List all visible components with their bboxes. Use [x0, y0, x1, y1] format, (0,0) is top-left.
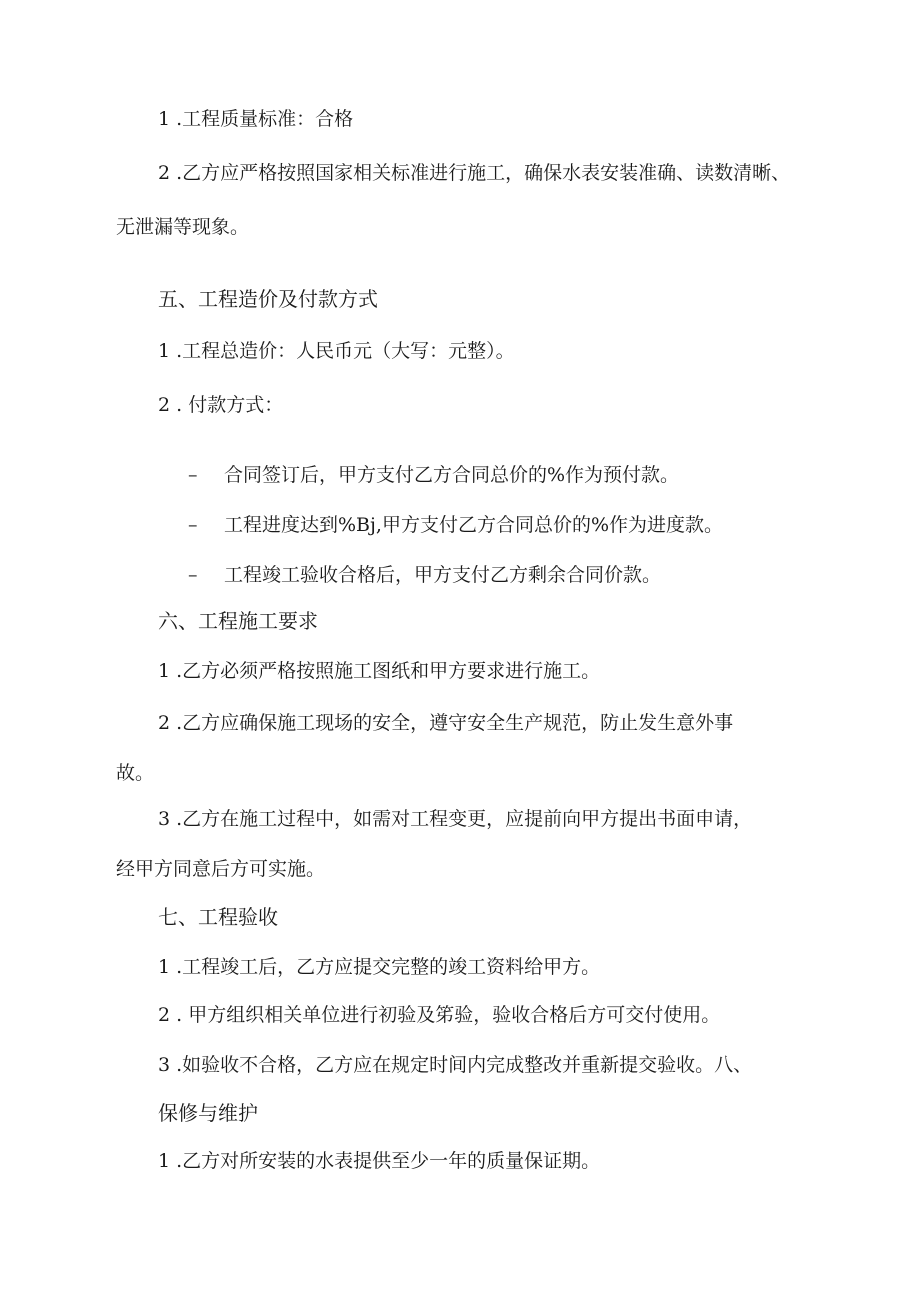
section-heading-8: 保修与维护 — [158, 1101, 258, 1125]
requirement-item: 2 .乙方应确保施工现场的安全，遵守安全生产规范，防止发生意外事 — [158, 712, 734, 734]
dash-bullet-icon: – — [188, 514, 198, 536]
requirement-item: 3 .乙方在施工过程中，如需对工程变更，应提前向甲方提出书面申请， — [158, 808, 753, 830]
payment-bullet-text: 工程进度达到%Bj,甲方支付乙方合同总价的%作为进度款。 — [224, 514, 724, 536]
requirement-item-cont: 故。 — [116, 762, 155, 784]
section-heading-5: 五、工程造价及付款方式 — [158, 287, 378, 311]
construction-standard-item: 2 .乙方应严格按照国家相关标准进行施工，确保水表安装准确、读数清晰、 — [158, 162, 791, 184]
acceptance-item: 2 . 甲方组织相关单位进行初验及笫验，验收合格后方可交付使用。 — [158, 1004, 721, 1026]
dash-bullet-icon: – — [188, 464, 198, 486]
acceptance-item: 1 .工程竣工后，乙方应提交完整的竣工资料给甲方。 — [158, 956, 601, 978]
payment-bullet-text: 合同签订后，甲方支付乙方合同总价的%作为预付款。 — [224, 464, 680, 486]
payment-method-item: 2 . 付款方式： — [158, 394, 284, 416]
payment-bullet-text: 工程竣工验收合格后，甲方支付乙方剩余合同价款。 — [224, 564, 662, 586]
acceptance-item: 3 .如验收不合格，乙方应在规定时间内完成整改并重新提交验收。八、 — [158, 1054, 753, 1076]
quality-standard-item: 1 .工程质量标准：合格 — [158, 108, 354, 130]
dash-bullet-icon: – — [188, 564, 198, 586]
payment-bullet — [188, 562, 661, 588]
section-heading-7: 七、工程验收 — [158, 905, 278, 929]
total-price-item: 1 .工程总造价：人民币元（大写：元整）。 — [158, 340, 515, 362]
payment-bullet — [188, 512, 723, 538]
section-heading-6: 六、工程施工要求 — [158, 609, 318, 633]
warranty-item: 1 .乙方对所安装的水表提供至少一年的质量保证期。 — [158, 1150, 601, 1172]
payment-bullet — [188, 462, 679, 488]
construction-standard-item-cont: 无泄漏等现象。 — [116, 216, 250, 238]
requirement-item-cont: 经甲方同意后方可实施。 — [116, 858, 326, 880]
requirement-item: 1 .乙方必须严格按照施工图纸和甲方要求进行施工。 — [158, 660, 601, 682]
